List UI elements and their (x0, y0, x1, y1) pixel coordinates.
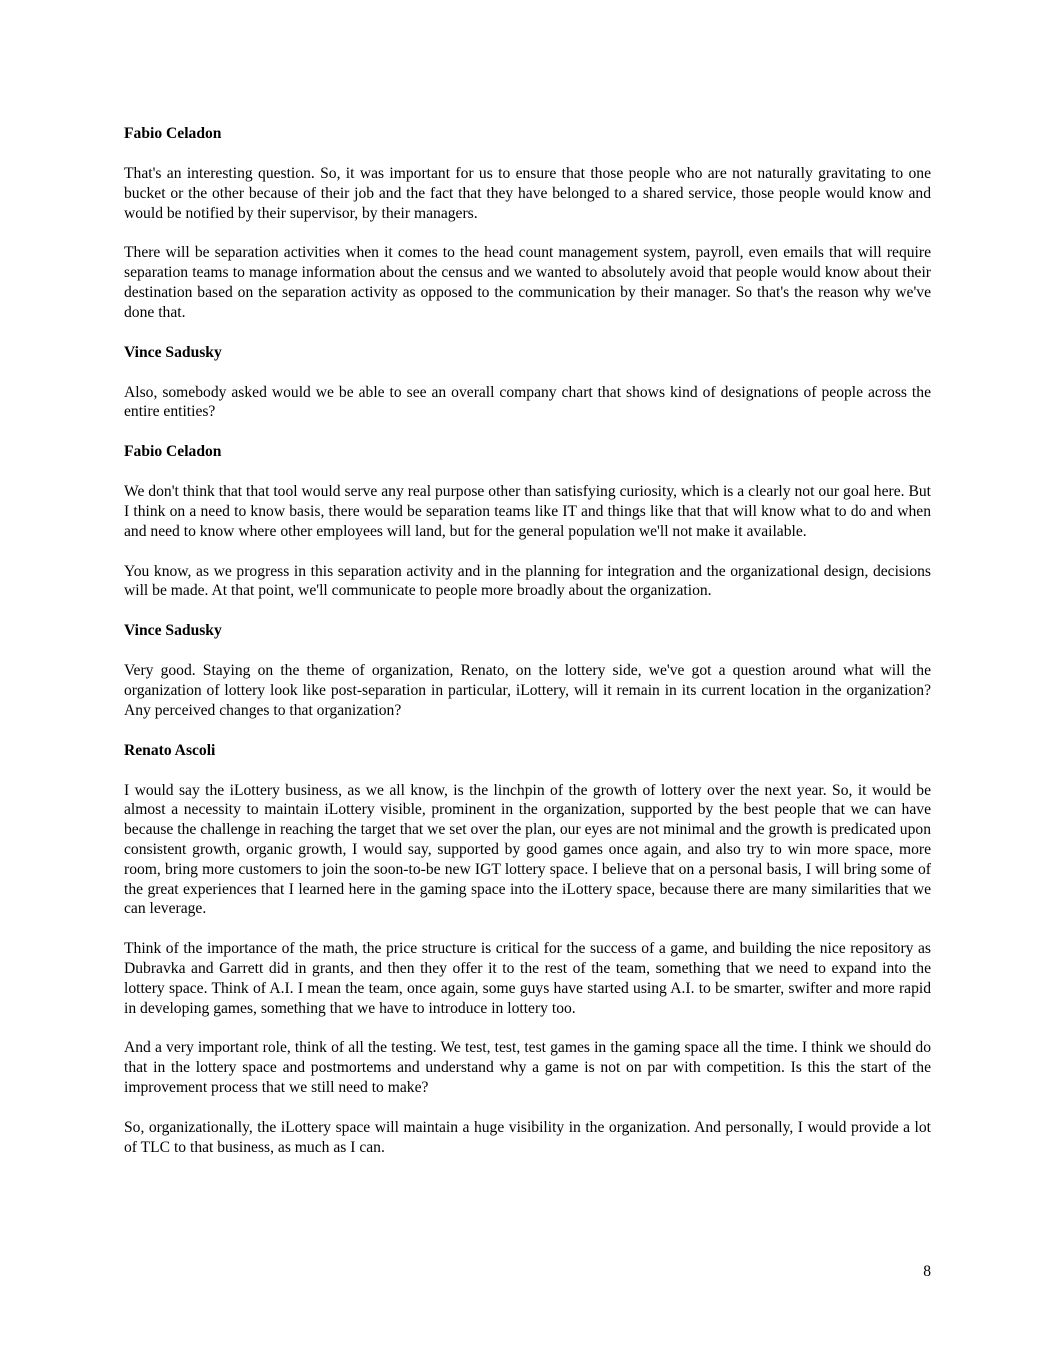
paragraph: So, organizationally, the iLottery space will maintain a huge visibility in the organization. And personally, I would provide a lot of TLC to that business, as much as I can. (124, 1118, 931, 1156)
paragraph: I would say the iLottery business, as we all know, is the linchpin of the growth of lottery over the next year. So, it would be almost a necessity to maintain iLottery visible, prominent in the organization, supported by the best people that we can have because the challenge in reaching the target that we set over the plan, our eyes are not minimal and the growth is predicated upon consistent growth, organic growth, I would say, supported by good games once again, and also try to win more space, more room, bring more customers to join the soon-to-be new IGT lottery space. I believe that on a personal basis, I will bring some of the great experiences that I learned here in the gaming space into the iLottery space, because there are many similarities that we can leverage. (124, 781, 931, 918)
speaker-block (124, 442, 931, 601)
paragraph: Also, somebody asked would we be able to see an overall company chart that shows kind of designations of people across the entire entities? (124, 383, 931, 421)
speaker-name: Fabio Celadon (124, 443, 222, 461)
paragraph: Very good. Staying on the theme of organization, Renato, on the lottery side, we've got a question around what will the organization of lottery look like post-separation in particular, iLottery, will it remain in its current location in the organization? Any perceived changes to that organization? (124, 662, 931, 719)
paragraph: You know, as we progress in this separation activity and in the planning for integration and the organizational design, decisions will be made. At that point, we'll communicate to people more broadly about the organization. (124, 562, 931, 600)
speaker-name: Fabio Celadon (124, 125, 222, 142)
speaker-block (124, 124, 931, 323)
speaker-name: Vince Sadusky (124, 622, 222, 640)
speaker-name: Vince Sadusky (124, 343, 222, 361)
transcript-body (124, 124, 931, 1177)
paragraph: We don't think that that tool would serve any real purpose other than satisfying curiosity, which is a clearly not our goal here. But I think on a need to know basis, there would be separation teams like IT and things like that that will know what to do and when and need to know where other employees will land, but for the general population we'll not make it available. (124, 483, 931, 540)
speaker-block (124, 621, 931, 720)
paragraph: There will be separation activities when it comes to the head count management system, payroll, even emails that will require separation teams to manage information about the census and we wanted to absolutely avoid that people would know about their destination based on the separation activity as opposed to the communication by their manager. So that's the reason why we've done that. (124, 244, 931, 321)
speaker-name: Renato Ascoli (124, 741, 216, 759)
speaker-block (124, 741, 931, 1158)
page-number: 8 (923, 1263, 931, 1280)
paragraph: That's an interesting question. So, it was important for us to ensure that those people who are not naturally gravitating to one bucket or the other because of their job and the fact that they have belonged to a shared service, those people would know and would be notified by their supervisor, by their managers. (124, 165, 931, 222)
paragraph: Think of the importance of the math, the price structure is critical for the success of a game, and building the nice repository as Dubravka and Garrett did in grants, and then they offer it to the rest of the team, something that we need to expand into the lottery space. Think of A.I. I mean the team, once again, some guys have started using A.I. to be smarter, swifter and more rapid in developing games, something that we have to introduce in lottery too. (124, 940, 931, 1017)
paragraph: And a very important role, think of all the testing. We test, test, test games in the gaming space all the time. I think we should do that in the lottery space and postmortems and understand why a game is not on par with competition. Is this the start of the improvement process that we still need to make? (124, 1039, 931, 1096)
speaker-block (124, 343, 931, 423)
